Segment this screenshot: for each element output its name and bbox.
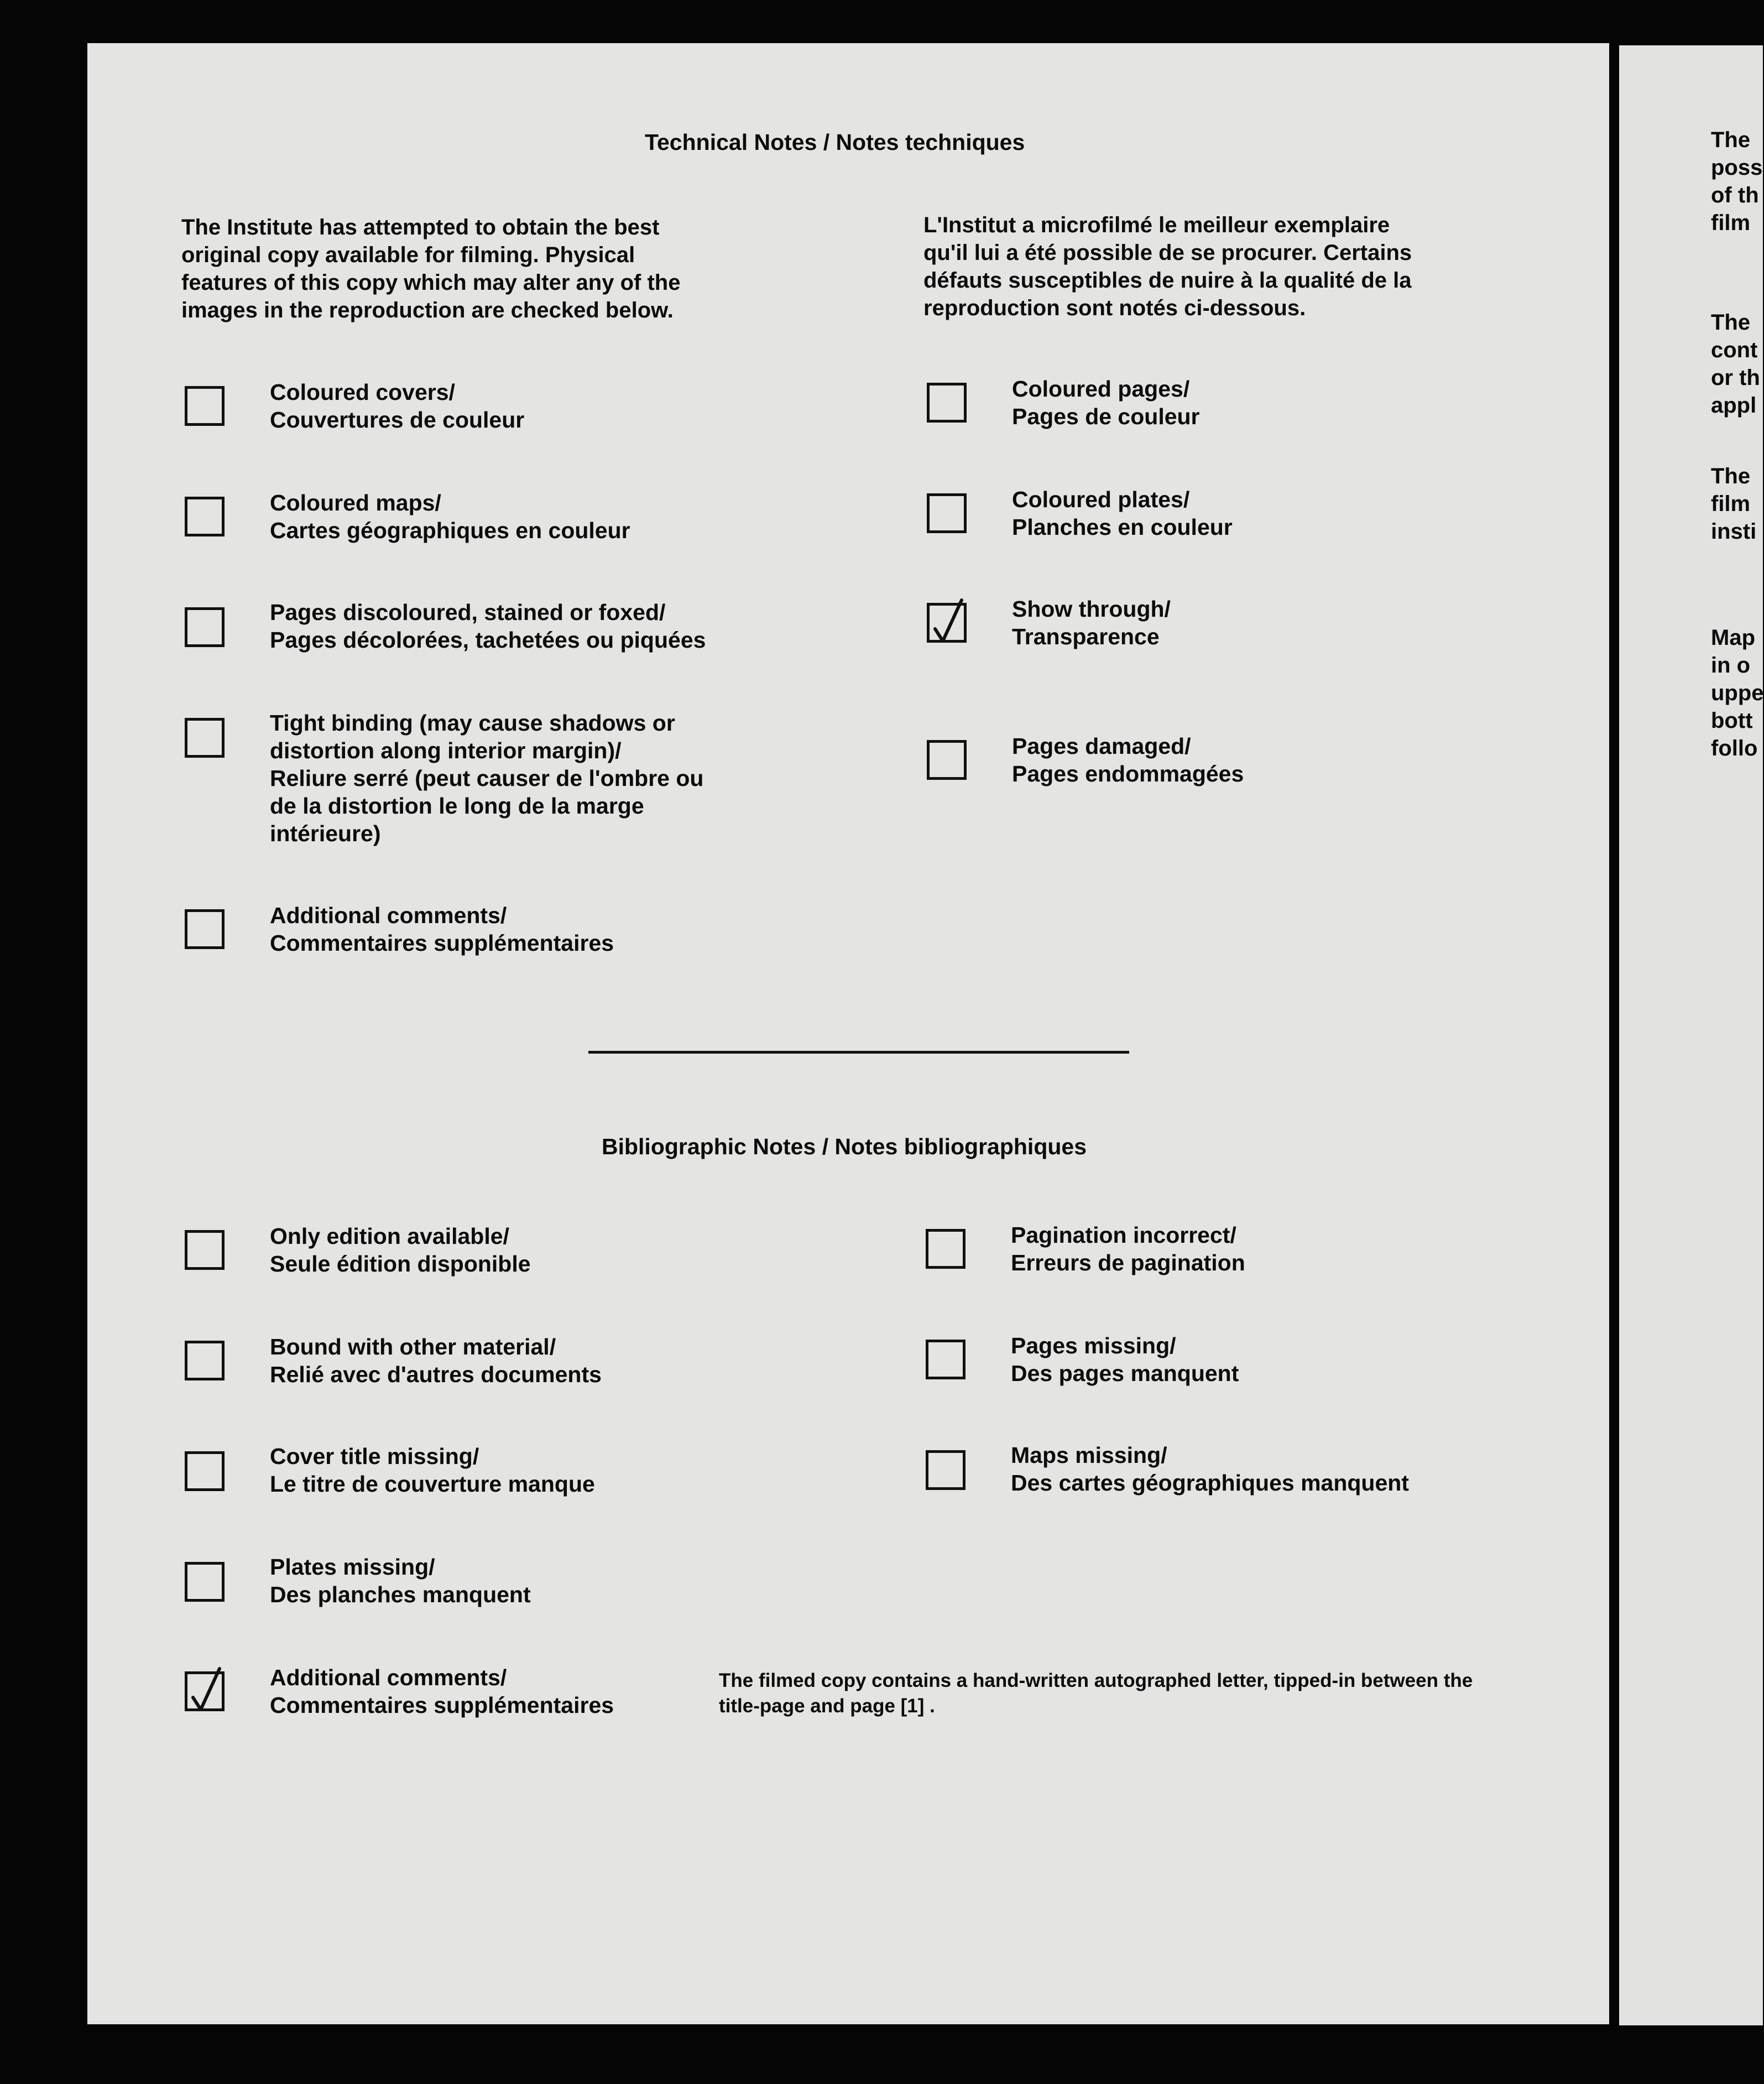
adjacent-text-line: follo: [1711, 736, 1758, 760]
plates-missing-label: [270, 1553, 531, 1608]
label-line: Des planches manquent: [270, 1582, 531, 1607]
label-line: Cartes géographiques en couleur: [270, 518, 630, 543]
label-line: Plates missing/: [270, 1554, 435, 1580]
label-line: Planches en couleur: [1012, 514, 1233, 540]
adjacent-text-line: uppe: [1711, 681, 1764, 705]
cover-title-missing-label: [270, 1442, 595, 1498]
adjacent-text-line: The: [1711, 128, 1751, 152]
adjacent-page-edge: [1619, 45, 1763, 2025]
label-line: Transparence: [1012, 624, 1160, 649]
label-line: Le titre de couverture manque: [270, 1471, 595, 1497]
intro-en-line: original copy available for filming. Physical: [181, 243, 635, 267]
label-line: Commentaires supplémentaires: [270, 930, 614, 956]
adjacent-text-line: of th: [1711, 183, 1759, 207]
checkmark-icon: [931, 597, 966, 647]
maps-missing-label: [1011, 1441, 1409, 1497]
label-line: Pagination incorrect/: [1011, 1222, 1236, 1248]
pages-missing-checkbox[interactable]: [926, 1340, 965, 1379]
coloured-plates-label: [1012, 486, 1233, 541]
section-divider: [588, 1051, 1129, 1054]
technical-notes-heading: Technical Notes / Notes techniques: [645, 129, 1025, 155]
coloured-pages-checkbox[interactable]: [927, 383, 967, 423]
show-through-label: [1012, 595, 1171, 650]
label-line: Relié avec d'autres documents: [270, 1362, 602, 1387]
label-line: Pages damaged/: [1012, 733, 1191, 759]
maps-missing-checkbox[interactable]: [926, 1450, 965, 1490]
pagination-incorrect-label: [1011, 1221, 1245, 1277]
coloured-pages-label: [1012, 375, 1200, 430]
label-line: Des pages manquent: [1011, 1361, 1239, 1386]
additional-comments-bibliographic-checkbox[interactable]: [185, 1671, 225, 1711]
label-line: Reliure serré (peut causer de l'ombre ou: [270, 765, 704, 791]
adjacent-text-block: [1711, 624, 1764, 762]
technical-intro-english: [181, 213, 680, 324]
label-line: Cover title missing/: [270, 1444, 479, 1469]
adjacent-text-line: in o: [1711, 653, 1751, 678]
additional-comments-technical-label: [270, 902, 614, 957]
adjacent-text-block: [1711, 462, 1756, 545]
tight-binding-checkbox[interactable]: [185, 718, 225, 758]
comment-line: The filmed copy contains a hand-written autographed letter, tipped-in between the: [719, 1670, 1473, 1691]
additional-comments-bibliographic-label: [270, 1664, 614, 1719]
coloured-plates-checkbox[interactable]: [927, 493, 967, 533]
additional-comments-text: [719, 1668, 1473, 1719]
label-line: Pages de couleur: [1012, 404, 1200, 429]
adjacent-text-line: appl: [1711, 393, 1757, 418]
intro-en-line: features of this copy which may alter any of the: [181, 270, 681, 295]
label-line: de la distortion le long de la marge: [270, 793, 644, 819]
label-line: Seule édition disponible: [270, 1251, 531, 1277]
technical-notes-page: [87, 43, 1609, 2024]
pages-discoloured-checkbox[interactable]: [185, 607, 225, 647]
label-line: Coloured pages/: [1012, 376, 1190, 402]
adjacent-text-line: film: [1711, 211, 1751, 235]
intro-fr-line: reproduction sont notés ci-dessous.: [923, 296, 1306, 320]
label-line: Additional comments/: [270, 903, 507, 928]
pages-missing-label: [1011, 1332, 1239, 1387]
label-line: Pages missing/: [1011, 1333, 1176, 1358]
label-line: Bound with other material/: [270, 1334, 556, 1359]
adjacent-text-line: The: [1711, 464, 1751, 488]
checkmark-icon: [189, 1665, 224, 1715]
adjacent-text-block: [1711, 309, 1760, 419]
label-line: Coloured plates/: [1012, 487, 1190, 512]
label-line: Coloured maps/: [270, 490, 441, 515]
adjacent-text-line: or th: [1711, 366, 1760, 390]
label-line: Show through/: [1012, 596, 1171, 622]
adjacent-text-line: The: [1711, 310, 1751, 335]
technical-intro-french: [923, 211, 1412, 322]
label-line: Maps missing/: [1011, 1442, 1167, 1468]
label-line: Couvertures de couleur: [270, 407, 525, 433]
pagination-incorrect-checkbox[interactable]: [926, 1229, 965, 1269]
intro-en-line: images in the reproduction are checked below.: [181, 298, 674, 322]
comment-line: title-page and page [1] .: [719, 1695, 935, 1717]
intro-en-line: The Institute has attempted to obtain the best: [181, 215, 660, 239]
tight-binding-label: [270, 709, 703, 847]
bound-with-checkbox[interactable]: [185, 1341, 225, 1380]
label-line: Only edition available/: [270, 1223, 509, 1249]
label-line: Tight binding (may cause shadows or: [270, 710, 675, 736]
adjacent-text-line: insti: [1711, 519, 1757, 544]
additional-comments-technical-checkbox[interactable]: [185, 909, 225, 949]
pages-damaged-label: [1012, 732, 1244, 788]
adjacent-text-line: bott: [1711, 708, 1753, 733]
bibliographic-notes-heading: Bibliographic Notes / Notes bibliographiques: [602, 1134, 1087, 1159]
adjacent-text-line: film: [1711, 492, 1751, 516]
bound-with-label: [270, 1333, 602, 1388]
adjacent-text-line: poss: [1711, 155, 1763, 180]
adjacent-text-block: [1711, 126, 1762, 237]
intro-fr-line: L'Institut a microfilmé le meilleur exemplaire: [923, 213, 1390, 237]
label-line: Pages endommagées: [1012, 761, 1244, 786]
label-line: Commentaires supplémentaires: [270, 1692, 614, 1718]
coloured-covers-checkbox[interactable]: [185, 386, 225, 426]
label-line: Des cartes géographiques manquent: [1011, 1470, 1409, 1496]
only-edition-checkbox[interactable]: [185, 1230, 225, 1270]
pages-discoloured-label: [270, 598, 706, 654]
coloured-maps-checkbox[interactable]: [185, 497, 225, 536]
label-line: Pages discoloured, stained or foxed/: [270, 600, 666, 625]
adjacent-text-line: cont: [1711, 338, 1758, 362]
coloured-maps-label: [270, 489, 630, 544]
intro-fr-line: défauts susceptibles de nuire à la qualité de la: [923, 268, 1412, 293]
label-line: distortion along interior margin)/: [270, 738, 622, 763]
coloured-covers-label: [270, 378, 524, 434]
only-edition-label: [270, 1222, 531, 1278]
cover-title-missing-checkbox[interactable]: [185, 1451, 225, 1491]
pages-damaged-checkbox[interactable]: [927, 740, 967, 780]
plates-missing-checkbox[interactable]: [185, 1562, 225, 1602]
intro-fr-line: qu'il lui a été possible de se procurer. Certains: [923, 241, 1412, 265]
label-line: Coloured covers/: [270, 379, 455, 405]
show-through-checkbox[interactable]: [927, 603, 967, 643]
adjacent-text-line: Map: [1711, 626, 1755, 650]
label-line: Erreurs de pagination: [1011, 1250, 1245, 1275]
label-line: Additional comments/: [270, 1665, 507, 1690]
label-line: intérieure): [270, 821, 381, 846]
label-line: Pages décolorées, tachetées ou piquées: [270, 627, 706, 653]
